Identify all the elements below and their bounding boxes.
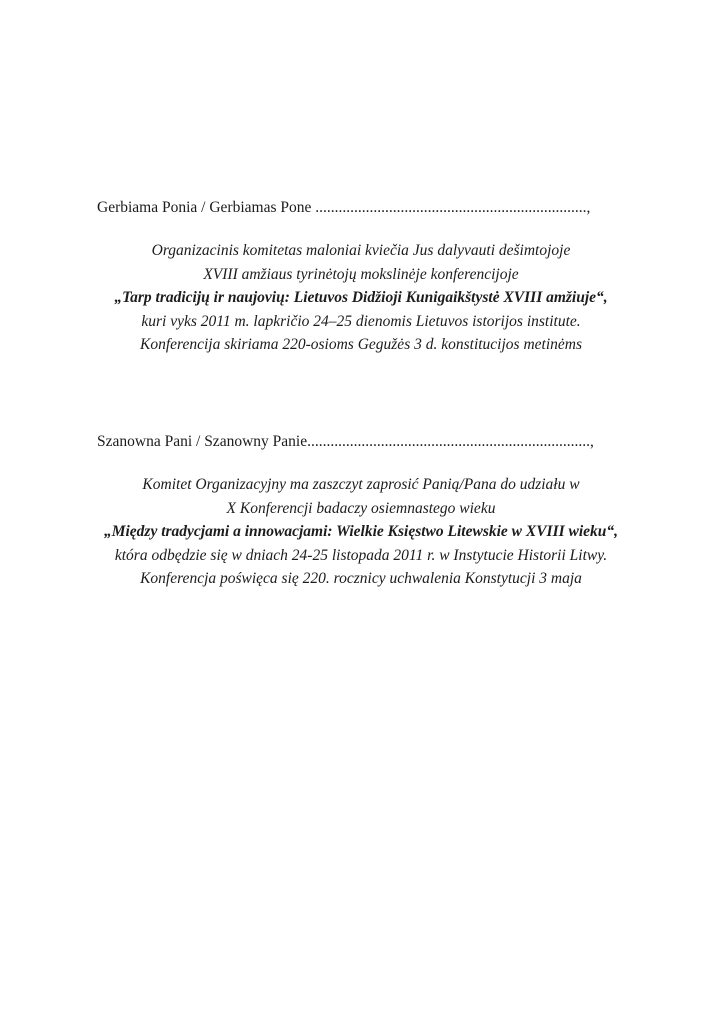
lithuanian-conference-title: „Tarp tradicijų ir naujovių: Lietuvos Didžioji Kunigaikštystė XVIII amžiuje“,: [114, 289, 608, 307]
lithuanian-invitation-text: [0, 239, 722, 357]
polish-line-1: Komitet Organizacyjny ma zaszczyt zaprosić Panią/Pana do udziału w: [142, 476, 580, 493]
lithuanian-line-1: Organizacinis komitetas maloniai kviečia Jus dalyvauti dešimtojoje: [151, 242, 571, 259]
lithuanian-line-4: kuri vyks 2011 m. lapkričio 24–25 dienomis Lietuvos istorijos institute.: [141, 312, 581, 330]
polish-line-2: X Konferencji badaczy osiemnastego wieku: [226, 499, 496, 517]
lithuanian-line-5: Konferencija skiriama 220-osioms Gegužės 3 d. konstitucijos metinėms: [140, 336, 582, 354]
lithuanian-salutation: Gerbiama Ponia / Gerbiamas Pone ......................................................................,: [97, 199, 591, 216]
lithuanian-line-2: XVIII amžiaus tyrinėtojų mokslinėje konferencijoje: [203, 265, 519, 283]
polish-line-5: Konferencja poświęca się 220. rocznicy uchwalenia Konstytucji 3 maja: [140, 570, 582, 588]
polish-invitation-text: [0, 473, 722, 591]
polish-salutation: Szanowna Pani / Szanowny Panie.........................................................................,: [97, 433, 594, 450]
polish-conference-title: „Między tradycjami a innowacjami: Wielkie Księstwo Litewskie w XVIII wieku“,: [103, 523, 619, 541]
polish-line-4: która odbędzie się w dniach 24-25 listopada 2011 r. w Instytucie Historii Litwy.: [114, 546, 608, 564]
